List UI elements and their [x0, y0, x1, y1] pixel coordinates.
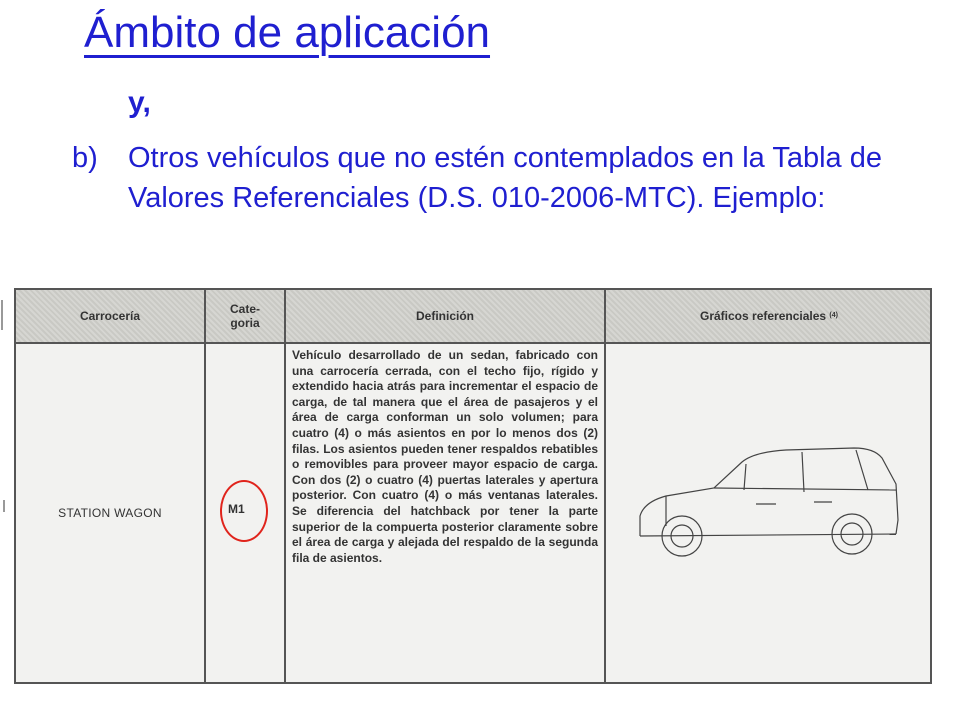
cell-definicion: Vehículo desarrollado de un sedan, fabricado con una carrocería cerrada, con el techo fijo, rígido y extendido hacia atrás para incrementar el espacio de carga, de tal manera que el área de pasajeros y el área de carga conforman un solo volumen; para cuatro (4) o más asientos en por lo menos dos (2) filas. Los asientos pueden tener respaldos rebatibles o removibles para proveer mayor espacio de carga. Con dos (2) o cuatro (4) puertas laterales y apertura posterior. Con cuatro (4) o más ventanas laterales. Se diferencia del hatchback por tener la parte superior de la compuerta posterior claramente sobre el área de carga y alejada del respaldo de la segunda fila de asientos. [292, 348, 598, 565]
cell-carroceria: STATION WAGON [58, 506, 162, 520]
highlight-circle [220, 480, 268, 542]
header-categoria: Cate- goria [229, 302, 260, 330]
header-graficos-label: Gráficos referenciales [700, 309, 827, 323]
header-graficos [606, 290, 932, 342]
cell-categoria [206, 344, 284, 682]
cell-graficos [606, 344, 932, 682]
header-definicion: Definición [415, 309, 474, 323]
list-item-text: Otros vehículos que no estén contemplados en la Tabla de Valores Referenciales (D.S. 010-2006-MTC). Ejemplo: [128, 142, 882, 214]
station-wagon-illustration [606, 344, 932, 684]
header-carroceria: Carrocería [79, 309, 141, 323]
scan-edge-marks [0, 290, 10, 690]
slide-title: Ámbito de aplicación [84, 8, 491, 57]
category-label: M1 [228, 502, 245, 516]
footnote-marker: (4) [829, 312, 838, 319]
list-marker: b) [72, 142, 98, 174]
scanned-table [14, 288, 932, 684]
conjunction-text: y, [128, 86, 151, 119]
